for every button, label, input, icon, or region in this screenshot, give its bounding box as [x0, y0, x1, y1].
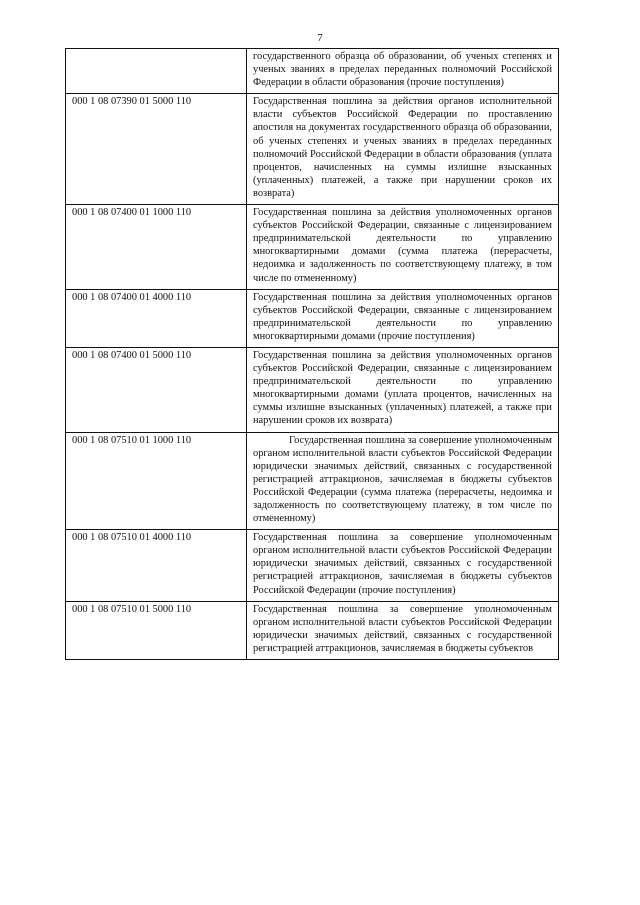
- description-cell: Государственная пошлина за совершение уполномоченным органом исполнительной власти субъектов Российской Федерации юридически значимых действий, связанных с государственной регистрацией аттракционов, зачисляемая в бюджеты субъектов Российской Федерации (прочие поступления): [247, 530, 559, 601]
- code-cell: 000 1 08 07400 01 5000 110: [66, 347, 247, 432]
- table-row: [66, 205, 559, 290]
- table-row: [66, 530, 559, 601]
- code-cell: [66, 49, 247, 94]
- table-row: [66, 94, 559, 205]
- table-row: [66, 432, 559, 530]
- description-cell: Государственная пошлина за действия уполномоченных органов субъектов Российской Федерации, связанные с лицензированием предпринимательской деятельности по управлению многоквартирными домами (сумма платежа (перерасчеты, недоимка и задолженность по соответствующему платежу, в том числе по отмененному): [247, 205, 559, 290]
- description-cell: Государственная пошлина за действия уполномоченных органов субъектов Российской Федерации, связанные с лицензированием предпринимательской деятельности по управлению многоквартирными домами (уплата процентов, начисленных на суммы излишне взысканных (уплаченных) платежей, а также при нарушении сроков их возврата): [247, 347, 559, 432]
- code-cell: 000 1 08 07390 01 5000 110: [66, 94, 247, 205]
- table-row: [66, 49, 559, 94]
- description-cell: Государственная пошлина за совершение уполномоченным органом исполнительной власти субъектов Российской Федерации юридически значимых действий, связанных с государственной регистрацией аттракционов, зачисляемая в бюджеты субъектов: [247, 601, 559, 659]
- table-row: [66, 347, 559, 432]
- description-cell: Государственная пошлина за действия органов исполнительной власти субъектов Российской Федерации по проставлению апостиля на документах государственного образца об образовании, об ученых степенях и ученых званиях в пределах переданных полномочий Российской Федерации в области образования (уплата процентов, начисленных на суммы излишне взысканных (уплаченных) платежей, а также при нарушении сроков их возврата): [247, 94, 559, 205]
- code-cell: 000 1 08 07400 01 1000 110: [66, 205, 247, 290]
- description-cell: Государственная пошлина за совершение уполномоченным органом исполнительной власти субъектов Российской Федерации юридически значимых действий, связанных с государственной регистрацией аттракционов, зачисляемая в бюджеты субъектов Российской Федерации (сумма платежа (перерасчеты, недоимка и задолженность по соответствующему платежу, в том числе по отмененному): [247, 432, 559, 530]
- code-cell: 000 1 08 07510 01 5000 110: [66, 601, 247, 659]
- code-cell: 000 1 08 07510 01 4000 110: [66, 530, 247, 601]
- page-number: 7: [317, 32, 323, 44]
- description-cell: государственного образца об образовании, об ученых степенях и ученых званиях в пределах переданных полномочий Российской Федерации в области образования (прочие поступления): [247, 49, 559, 94]
- table-row: [66, 289, 559, 347]
- code-cell: 000 1 08 07400 01 4000 110: [66, 289, 247, 347]
- code-cell: 000 1 08 07510 01 1000 110: [66, 432, 247, 530]
- table-row: [66, 601, 559, 659]
- description-cell: Государственная пошлина за действия уполномоченных органов субъектов Российской Федерации, связанные с лицензированием предпринимательской деятельности по управлению многоквартирными домами (прочие поступления): [247, 289, 559, 347]
- budget-codes-table: [65, 48, 559, 660]
